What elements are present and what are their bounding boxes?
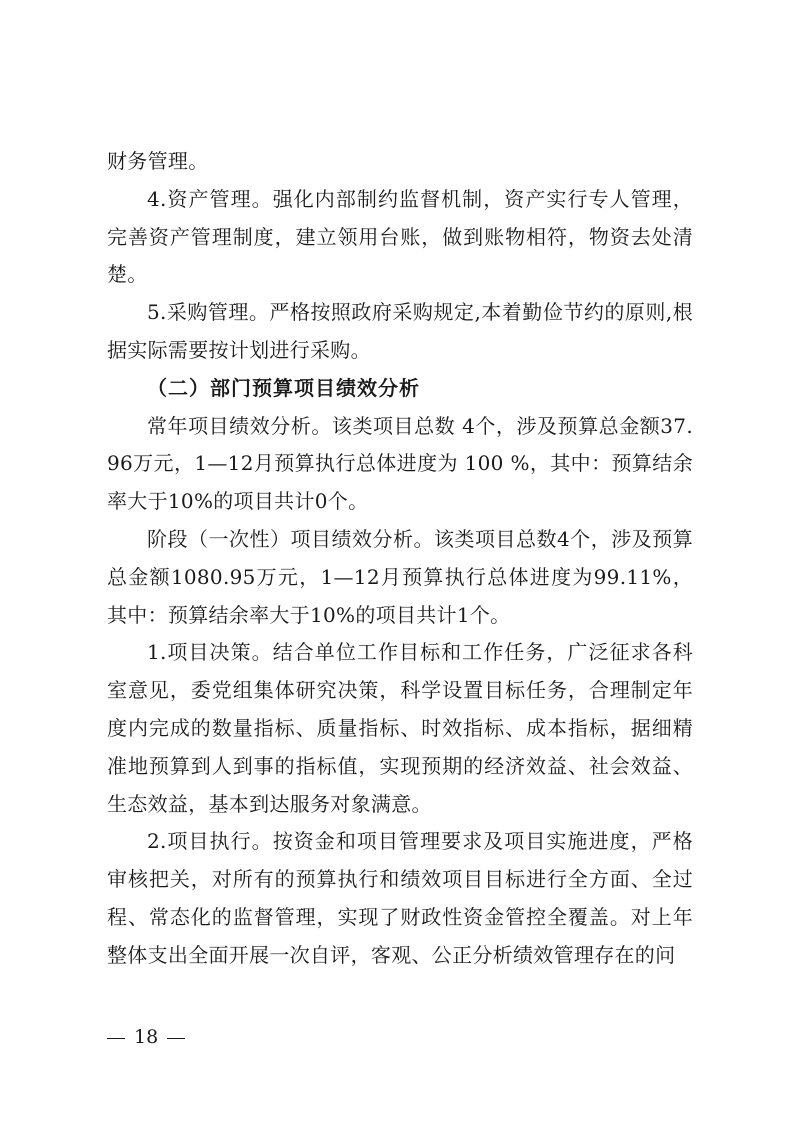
paragraph-procurement-management: 5.采购管理。严格按照政府采购规定,本着勤俭节约的原则,根据实际需要按计划进行采购。 bbox=[107, 300, 693, 362]
footer-left-dash bbox=[107, 1038, 125, 1039]
page-number-footer bbox=[107, 1024, 194, 1050]
paragraph-one-time-project-analysis: 阶段（一次性）项目绩效分析。该类项目总数4个，涉及预算总金额1080.95万元，1—12月预算执行总体进度为99.11%，其中：预算结余率大于10%的项目共计1个。 bbox=[107, 526, 693, 627]
paragraph-asset-management: 4.资产管理。强化内部制约监督机制，资产实行专人管理，完善资产管理制度，建立领用台账，做到账物相符，物资去处清楚。 bbox=[107, 186, 693, 287]
paragraph-regular-project-analysis: 常年项目绩效分析。该类项目总数 4个，涉及预算总金额37.96万元，1—12月预算执行总体进度为 100 %，其中：预算结余率大于10%的项目共计0个。 bbox=[107, 413, 693, 514]
paragraph-project-decision: 1.项目决策。结合单位工作目标和工作任务，广泛征求各科室意见，委党组集体研究决策，科学设置目标任务，合理制定年度内完成的数量指标、质量指标、时效指标、成本指标，据细精准地预算到人到事的指标值，实现预期的经济效益、社会效益、生态效益，基本到达服务对象满意。 bbox=[107, 640, 693, 816]
document-body bbox=[107, 143, 693, 975]
paragraph-financial-management-tail: 财务管理。 bbox=[107, 149, 209, 173]
paragraph-project-execution: 2.项目执行。按资金和项目管理要求及项目实施进度，严格审核把关，对所有的预算执行和绩效项目目标进行全方面、全过程、常态化的监督管理，实现了财政性资金管控全覆盖。对上年整体支出全面开展一次自评，客观、公正分析绩效管理存在的问 bbox=[107, 829, 693, 967]
section-heading-project-performance: （二）部门预算项目绩效分析 bbox=[147, 375, 420, 400]
page-number: 18 bbox=[134, 1026, 159, 1048]
footer-right-dash bbox=[167, 1038, 185, 1039]
